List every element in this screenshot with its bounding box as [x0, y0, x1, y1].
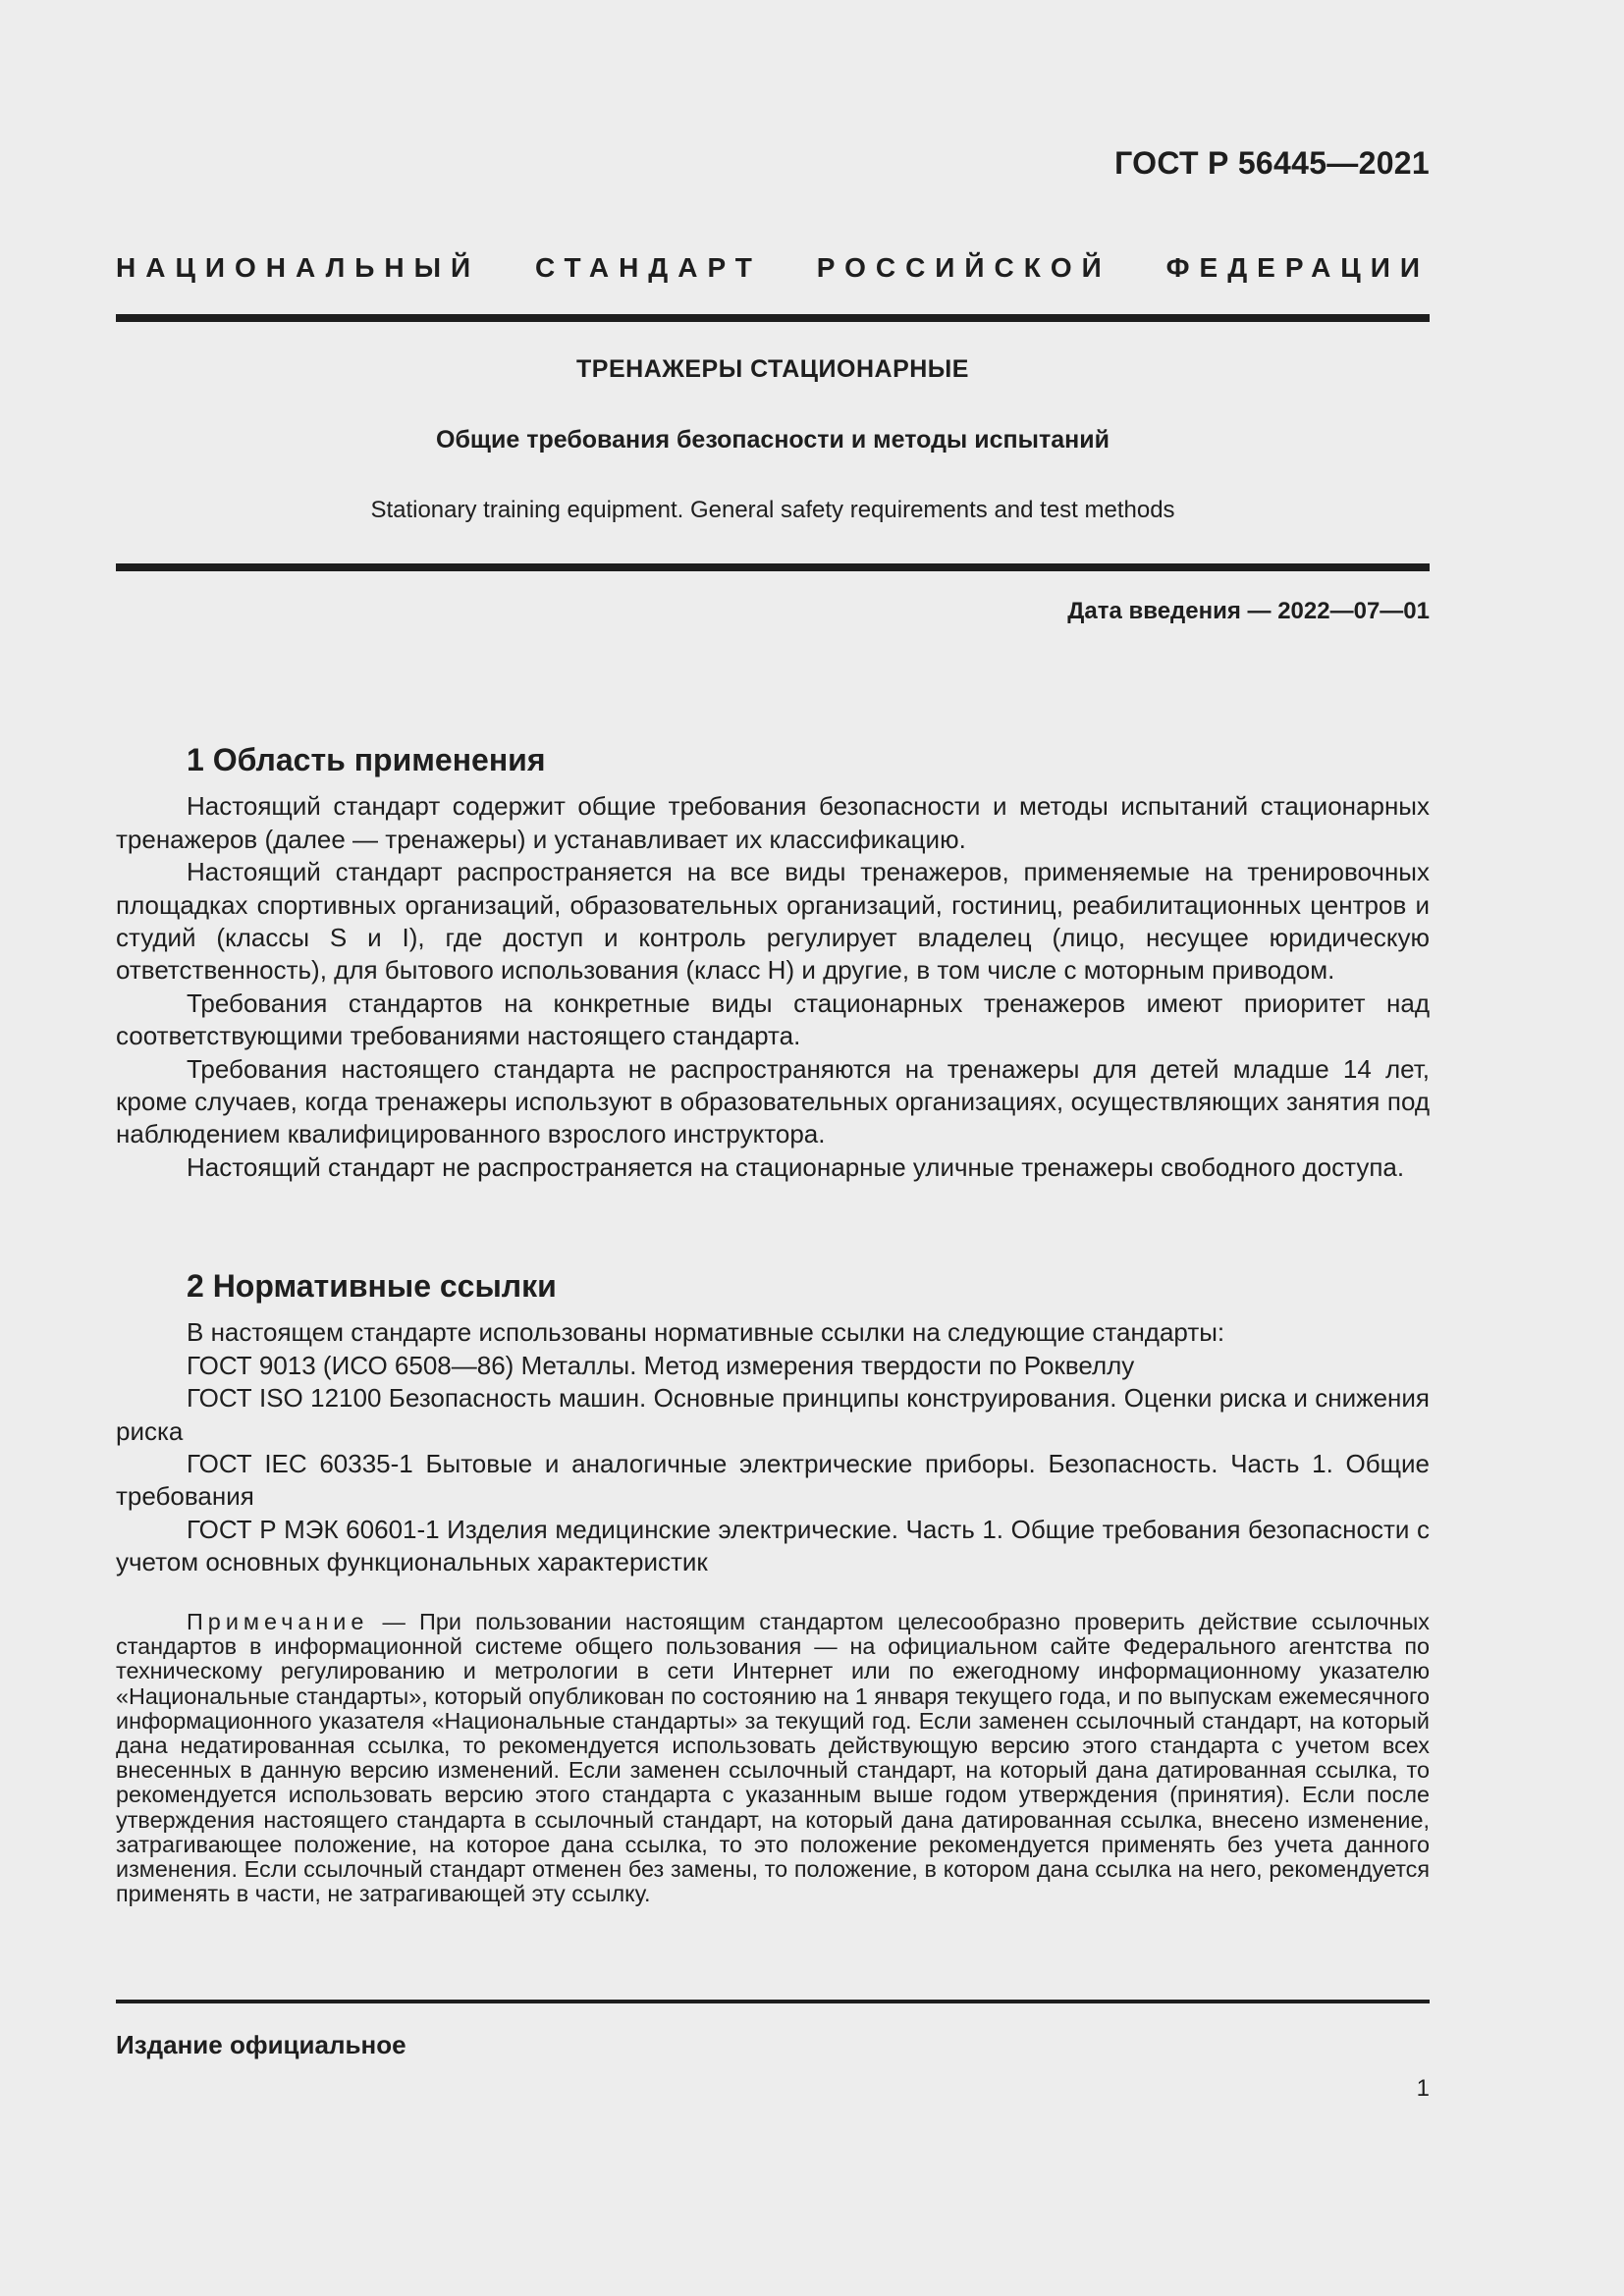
reference-note [116, 1610, 1430, 1906]
section-scope [116, 744, 1430, 1184]
reference-item: ГОСТ 9013 (ИСО 6508—86) Металлы. Метод измерения твердости по Роквеллу [187, 1350, 1135, 1380]
section-normative-references [116, 1270, 1430, 1579]
reference-intro: В настоящем стандарте использованы нормативные ссылки на следующие стандарты: [187, 1317, 1225, 1348]
scope-paragraph: Настоящий стандарт содержит общие требования безопасности и методы испытаний стационарных тренажеров (далее — тренажеры) и устанавливает их классификацию. [116, 791, 1430, 854]
top-divider [116, 314, 1430, 322]
scope-paragraph: Требования стандартов на конкретные виды стационарных тренажеров имеют приоритет над соответствующими требованиями настоящего стандарта. [116, 988, 1430, 1051]
note-paragraph [116, 1610, 1430, 1906]
note-lead: Примечание [187, 1609, 369, 1634]
section-heading-references: 2 Нормативные ссылки [187, 1268, 557, 1304]
document-title: ТРЕНАЖЕРЫ СТАЦИОНАРНЫЕ [576, 355, 969, 383]
note-text: — При пользовании настоящим стандартом целесообразно проверить действие ссылочных стандартов в информационной системе общего пользования — на официальном сайте Федерального агентства по техническому регулированию и метрологии в сети Интернет или по ежегодному информационному указателю «Национальные стандарты», который опубликован по состоянию на 1 января текущего года, и по выпускам ежемесячного информационного указателя «Национальные стандарты» за текущий год. Если заменен ссылочный стандарт, на который дана недатированная ссылка, то рекомендуется использовать действующую версию этого стандарта с учетом всех внесенных в данную версию изменений. Если заменен ссылочный стандарт, на который дана датированная ссылка, то рекомендуется использовать версию этого стандарта с указанным выше годом утверждения (принятия). Если после утверждения настоящего стандарта в ссылочный стандарт, на который дана датированная ссылка, внесено изменение, затрагивающее положение, на которое дана ссылка, то это положение рекомендуется применять без учета данного изменения. Если ссылочный стандарт отменен без замены, то положение, в котором дана ссылка на него, рекомендуется применять в части, не затрагивающей эту ссылку. [116, 1609, 1430, 1907]
scope-paragraph: Настоящий стандарт не распространяется на стационарные уличные тренажеры свободного доступа. [187, 1151, 1405, 1182]
document-number: ГОСТ Р 56445—2021 [1114, 145, 1430, 181]
bottom-divider [116, 2000, 1430, 2003]
national-standard-title: НАЦИОНАЛЬНЫЙ СТАНДАРТ РОССИЙСКОЙ ФЕДЕРАЦИИ [116, 252, 1430, 283]
title-divider [116, 563, 1430, 571]
reference-item: ГОСТ ISO 12100 Безопасность машин. Основные принципы конструирования. Оценки риска и снижения риска [116, 1383, 1430, 1446]
official-edition-label: Издание официальное [116, 2030, 406, 2059]
document-page [116, 0, 1430, 2296]
scope-paragraph: Требования настоящего стандарта не распространяются на тренажеры для детей младше 14 лет, кроме случаев, когда тренажеры используют в образовательных организациях, осуществляющих занятия под наблюдением квалифицированного взрослого инструктора. [116, 1053, 1430, 1149]
document-english-title: Stationary training equipment. General safety requirements and test methods [370, 497, 1175, 523]
introduction-date: Дата введения — 2022—07—01 [1067, 598, 1430, 624]
reference-item: ГОСТ Р МЭК 60601-1 Изделия медицинские электрические. Часть 1. Общие требования безопасности с учетом основных функциональных характеристик [116, 1514, 1430, 1577]
document-subtitle: Общие требования безопасности и методы испытаний [436, 426, 1110, 454]
reference-item: ГОСТ IEC 60335-1 Бытовые и аналогичные электрические приборы. Безопасность. Часть 1. Общие требования [116, 1449, 1430, 1512]
page-number: 1 [1416, 2075, 1430, 2102]
section-heading-scope: 1 Область применения [187, 742, 546, 777]
scope-paragraph: Настоящий стандарт распространяется на все виды тренажеров, применяемые на тренировочных площадках спортивных организаций, образовательных организаций, гостиниц, реабилитационных центров и студий (классы S и I), где доступ и контроль регулирует владелец (лицо, несущее юридическую ответственность), для бытового использования (класс H) и другие, в том числе с моторным приводом. [116, 857, 1430, 986]
